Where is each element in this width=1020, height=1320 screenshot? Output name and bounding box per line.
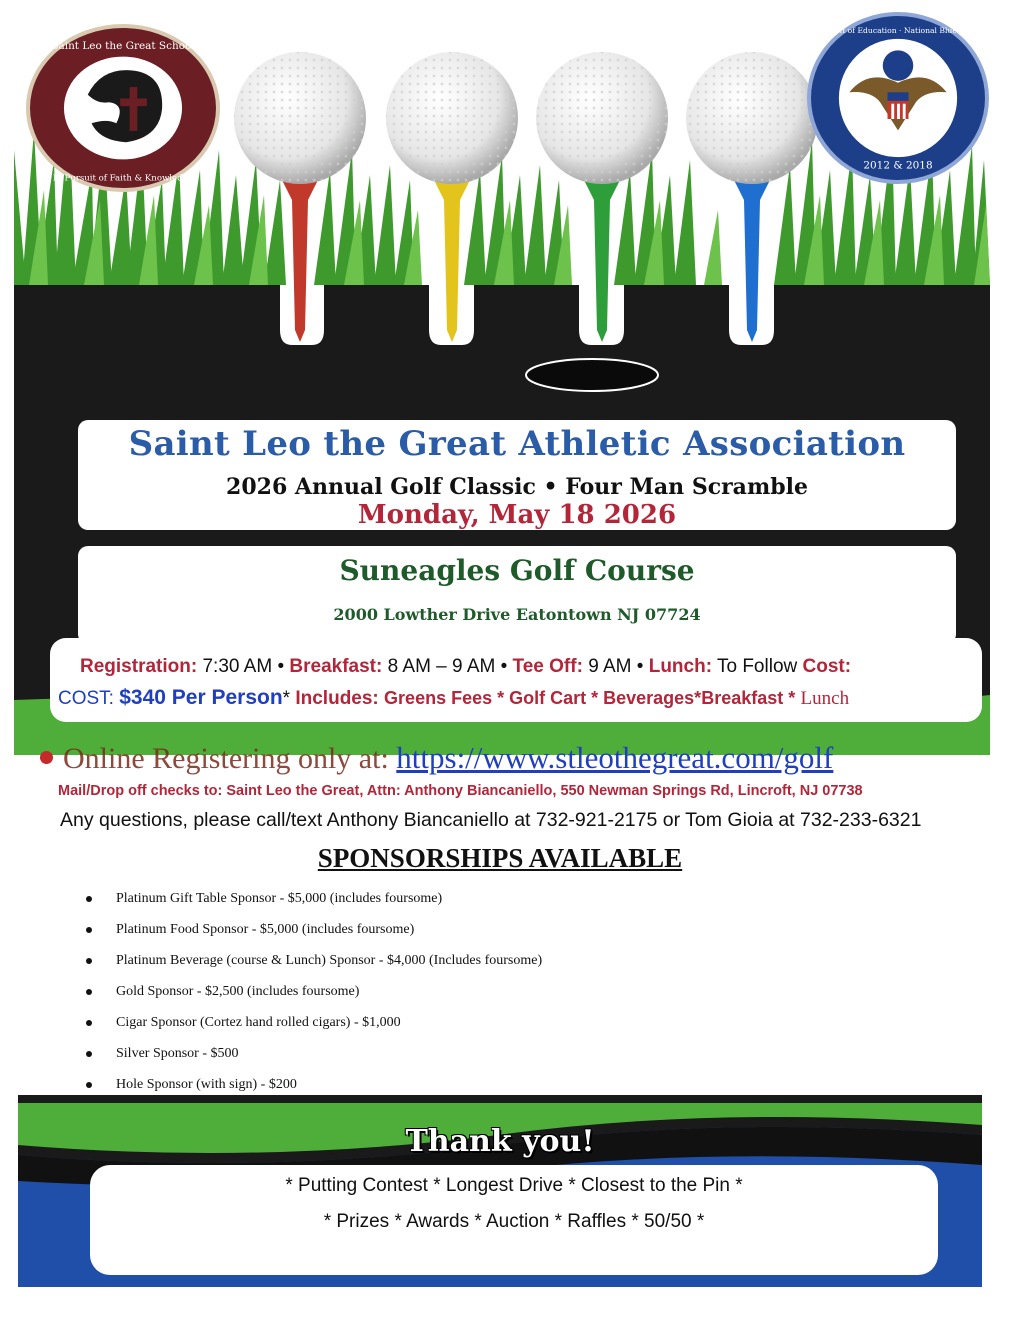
sponsorship-item: Gold Sponsor - $2,500 (includes foursome) [116,983,360,999]
breakfast-time: 8 AM – 9 AM • [387,656,508,677]
svg-text:In Pursuit of Faith & Knowledg: In Pursuit of Faith & Knowledge [52,173,194,184]
bullet-icon [86,927,92,933]
sponsorship-item: Platinum Beverage (course & Lunch) Sponsor - $4,000 (Includes foursome) [116,952,543,968]
list-item [86,976,542,1007]
sponsorship-item: Platinum Gift Table Sponsor - $5,000 (includes foursome) [116,890,443,906]
golf-ball-2 [386,52,518,184]
bullet-icon [86,1082,92,1088]
svg-text:U.S. Department of Education ·: U.S. Department of Education · National Blue Ribbon School [780,26,1016,36]
cost-prefix: COST: [58,688,114,709]
prizes-line: * Prizes * Awards * Auction * Raffles * 50/50 * [323,1211,705,1232]
registration-link[interactable]: https://www.stleothegreat.com/golf [396,740,834,775]
sponsorship-item: Platinum Food Sponsor - $5,000 (includes foursome) [116,921,415,937]
online-registration [40,740,833,776]
sponsorship-item: Cigar Sponsor (Cortez hand rolled cigars) - $1,000 [116,1014,401,1030]
sponsorship-item: Hole Sponsor (with sign) - $200 [116,1076,297,1092]
bullet-icon [86,989,92,995]
thank-you-heading: Thank you! [405,1124,595,1159]
teeoff-label: Tee Off: [512,656,583,677]
contests-line: * Putting Contest * Longest Drive * Closest to the Pin * [285,1175,743,1196]
schedule-times [80,656,851,678]
list-item [86,1007,542,1038]
sponsorship-item: Silver Sponsor - $500 [116,1045,239,1061]
contact-info: Any questions, please call/text Anthony Biancaniello at 732-921-2175 or Tom Gioia at 732-233-6321 [60,809,922,831]
venue-address: 2000 Lowther Drive Eatontown NJ 07724 [333,605,701,624]
sponsorships-heading: SPONSORSHIPS AVAILABLE [317,843,683,873]
golf-hole [526,359,658,391]
breakfast-label: Breakfast: [289,656,383,677]
bullet-icon [40,751,53,764]
list-item [86,914,542,945]
svg-text:Saint Leo the Great School: Saint Leo the Great School [51,39,195,52]
list-item [86,883,542,914]
eagle-emblem [780,16,1016,180]
schedule-panel [50,638,982,722]
list-item [86,1038,542,1069]
organization-title: Saint Leo the Great Athletic Association [128,424,906,464]
blue-ribbon-seal [780,12,1016,184]
registration-time: 7:30 AM • [202,656,285,677]
includes-lunch: Lunch [800,688,850,709]
bullet-icon [86,1051,92,1057]
extras-panel [90,1165,938,1275]
teeoff-time: 9 AM • [588,656,644,677]
venue-panel [78,546,956,644]
golf-ball-4 [686,52,818,184]
lunch-time: To Follow [716,656,798,677]
cost-asterisk: * [282,688,291,709]
registration-label: Registration: [80,656,198,677]
online-label: Online Registering only at: [63,742,389,775]
includes-label: Includes: [295,688,379,709]
includes-items: Greens Fees * Golf Cart * Beverages*Breakfast * [384,688,796,708]
event-date: Monday, May 18 2026 [357,500,677,530]
bullet-icon [86,1020,92,1026]
golf-ball-1 [234,52,366,184]
school-seal-logo [26,24,220,192]
cost-line [58,686,849,710]
lion-cross-emblem [30,28,216,188]
mail-instructions: Mail/Drop off checks to: Saint Leo the Great, Attn: Anthony Biancaniello, 550 Newman Springs Rd, Lincroft, NJ 07738 [58,783,863,799]
venue-name: Suneagles Golf Course [339,554,695,587]
bullet-icon [86,896,92,902]
bullet-icon [86,958,92,964]
golf-ball-3 [536,52,668,184]
sponsorship-list [86,883,542,1100]
lunch-label: Lunch: [648,656,713,677]
cost-amount: $340 Per Person [119,686,283,709]
title-panel [78,420,956,530]
event-title: 2026 Annual Golf Classic • Four Man Scramble [226,474,808,500]
cost-label: Cost: [802,656,852,677]
svg-text:2012 & 2018: 2012 & 2018 [863,159,933,172]
list-item [86,945,542,976]
